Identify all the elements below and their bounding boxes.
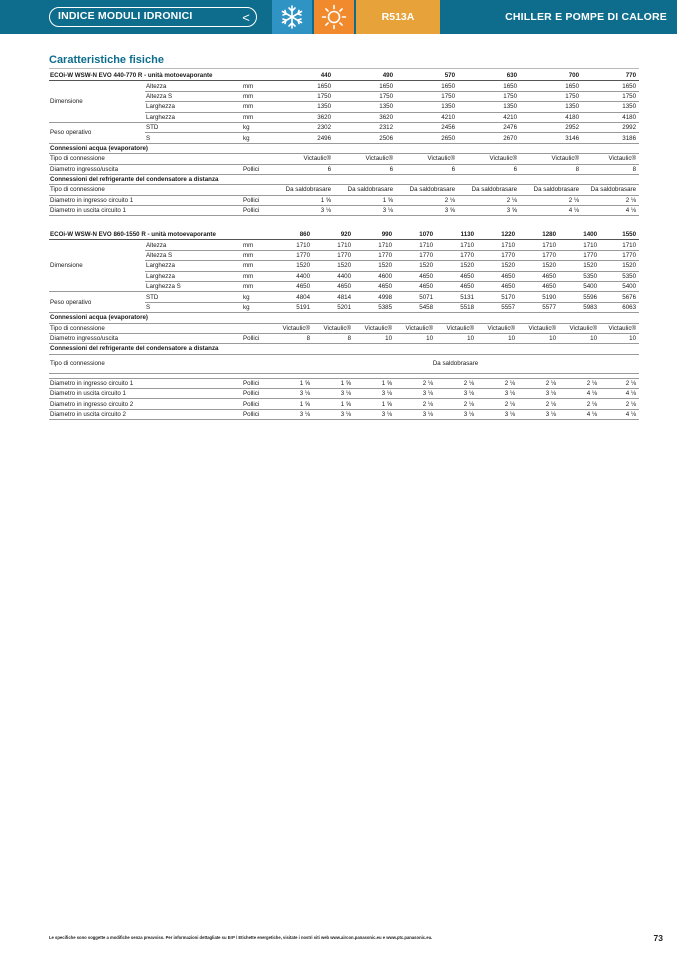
snowflake-icon (272, 0, 312, 34)
cell-value: 1710 (559, 240, 600, 250)
cell-value: 6 (396, 164, 458, 174)
row-label: Diametro ingresso/uscita (49, 164, 242, 174)
cell-value: 2 ⅛ (559, 378, 600, 388)
cell-value: 1520 (436, 261, 477, 271)
cell-value: 5201 (313, 302, 354, 312)
cell-value: 3 ⅛ (272, 206, 334, 216)
row-unit: mm (242, 281, 272, 291)
row-label: Tipo di connessione (49, 354, 272, 373)
section-row (49, 174, 639, 184)
cell-value: Victaulic® (395, 323, 436, 333)
cell-value: 4650 (395, 271, 436, 281)
cell-value: 4650 (436, 271, 477, 281)
cell-value: 3 ⅛ (313, 389, 354, 399)
cell-value: 5400 (600, 281, 639, 291)
cell-value: Victaulic® (518, 323, 559, 333)
title-divider (49, 68, 639, 69)
table-row (49, 154, 639, 164)
row-unit: mm (242, 81, 272, 91)
cell-value: 4 ⅛ (600, 409, 639, 419)
cell-value: 3 ⅛ (477, 409, 518, 419)
cell-value: 2 ⅛ (582, 195, 639, 205)
cell-value: 3 ⅛ (354, 409, 395, 419)
table-row (49, 378, 639, 388)
cell-value: 4 ⅛ (582, 206, 639, 216)
row-unit: kg (242, 122, 272, 132)
cell-value: 2952 (520, 122, 582, 132)
cell-value: 3146 (520, 133, 582, 143)
cell-value: Victaulic® (354, 323, 395, 333)
cell-value: 1770 (354, 250, 395, 260)
section-label: Connessioni del refrigerante del condensatore a distanza (49, 174, 639, 184)
cell-value: Da saldobrasare (582, 185, 639, 195)
cell-value: 2670 (458, 133, 520, 143)
row-label: Altezza S (145, 91, 242, 101)
table-row (49, 122, 639, 132)
column-header: 1070 (395, 230, 436, 240)
cell-value: 2 ⅛ (458, 195, 520, 205)
row-unit: mm (242, 261, 272, 271)
cell-value: 1 ⅝ (272, 195, 334, 205)
model-title: ECOi-W WSW-N EVO 440-770 R - unità motoevaporante (49, 71, 272, 81)
row-unit: Pollici (242, 378, 272, 388)
column-header: 490 (334, 71, 396, 81)
cell-value: 1770 (477, 250, 518, 260)
cell-value: 4210 (396, 112, 458, 122)
column-header: 990 (354, 230, 395, 240)
section-title: CHILLER E POMPE DI CALORE (505, 11, 667, 23)
cell-value: 5596 (559, 292, 600, 302)
cell-value: Victaulic® (477, 323, 518, 333)
cell-value: 4400 (272, 271, 313, 281)
group-label: Peso operativo (49, 292, 145, 313)
row-label: Tipo di connessione (49, 185, 242, 195)
row-unit: Pollici (242, 206, 272, 216)
row-unit: mm (242, 240, 272, 250)
table-row (49, 206, 639, 216)
cell-value: 5350 (600, 271, 639, 281)
cell-value: 4600 (354, 271, 395, 281)
group-label: Dimensione (49, 240, 145, 292)
cell-value: 2 ⅛ (436, 399, 477, 409)
row-unit (242, 185, 272, 195)
cell-value: 1520 (313, 261, 354, 271)
cell-value: 2 ⅛ (600, 399, 639, 409)
cell-value: Victaulic® (600, 323, 639, 333)
cell-value: Da saldobrasare (272, 354, 639, 373)
table-row (49, 81, 639, 91)
row-label: STD (145, 122, 242, 132)
row-unit: mm (242, 271, 272, 281)
cell-value: 1750 (458, 91, 520, 101)
cell-value: 1520 (477, 261, 518, 271)
cell-value: 1 ⅝ (354, 399, 395, 409)
sun-icon (314, 0, 354, 34)
row-label: Diametro in uscita circuito 2 (49, 409, 242, 419)
cell-value: 2 ⅛ (477, 378, 518, 388)
row-unit: Pollici (242, 164, 272, 174)
cell-value: 2 ⅛ (518, 399, 559, 409)
cell-value: 2 ⅛ (518, 378, 559, 388)
cell-value: Victaulic® (313, 323, 354, 333)
column-header: 1280 (518, 230, 559, 240)
cell-value: 5131 (436, 292, 477, 302)
cell-value: 4650 (518, 281, 559, 291)
page-number: 73 (653, 933, 663, 943)
cell-value: 1750 (396, 91, 458, 101)
cell-value: 3 ⅛ (272, 409, 313, 419)
cell-value: 1750 (334, 91, 396, 101)
cell-value: 1520 (518, 261, 559, 271)
section-label: Connessioni acqua (evaporatore) (49, 143, 639, 153)
cell-value: 10 (559, 333, 600, 343)
cell-value: 1770 (313, 250, 354, 260)
cell-value: 2992 (582, 122, 639, 132)
row-label: Larghezza (145, 112, 242, 122)
cell-value: 1650 (458, 81, 520, 91)
cell-value: 10 (518, 333, 559, 343)
cell-value: 1650 (396, 81, 458, 91)
cell-value: 1350 (458, 102, 520, 112)
cell-value: Victaulic® (334, 154, 396, 164)
row-label: Larghezza S (145, 281, 242, 291)
cell-value: 1710 (313, 240, 354, 250)
cell-value: 3 ⅛ (518, 389, 559, 399)
cell-value: 1650 (582, 81, 639, 91)
cell-value: 5458 (395, 302, 436, 312)
cell-value: 1520 (354, 261, 395, 271)
table-row (49, 195, 639, 205)
cell-value: 4 ⅛ (520, 206, 582, 216)
cell-value: 1 ⅝ (313, 378, 354, 388)
footer-note: Le specifiche sono soggette a modifiche senza preavviso. Per informazioni dettagliate su ErP / Etichette energetiche, visitate i nostri siti web www.aircon.panasonic.eu e www.ptc.panasonic.eu. (49, 935, 433, 940)
cell-value: 4180 (582, 112, 639, 122)
cell-value: 3 ⅛ (395, 409, 436, 419)
row-label: Diametro in ingresso circuito 1 (49, 378, 242, 388)
column-header: 440 (272, 71, 334, 81)
cell-value: Da saldobrasare (334, 185, 396, 195)
refrigerant-badge: R513A (356, 0, 440, 34)
row-unit (242, 323, 272, 333)
cell-value: Victaulic® (458, 154, 520, 164)
cell-value: Victaulic® (582, 154, 639, 164)
row-unit: Pollici (242, 333, 272, 343)
cell-value: Da saldobrasare (272, 185, 334, 195)
column-header: 860 (272, 230, 313, 240)
cell-value: 3 ⅛ (436, 389, 477, 399)
cell-value: 2 ⅛ (396, 195, 458, 205)
cell-value: 5983 (559, 302, 600, 312)
table-row (49, 399, 639, 409)
row-unit: kg (242, 292, 272, 302)
cell-value: 1710 (600, 240, 639, 250)
row-label: Larghezza (145, 261, 242, 271)
row-label: Diametro ingresso/uscita (49, 333, 242, 343)
cell-value: 4814 (313, 292, 354, 302)
cell-value: 1750 (272, 91, 334, 101)
row-label: Altezza S (145, 250, 242, 260)
index-button[interactable] (49, 7, 257, 27)
cell-value: 2650 (396, 133, 458, 143)
table-row (49, 409, 639, 419)
cell-value: 5170 (477, 292, 518, 302)
cell-value: 1770 (272, 250, 313, 260)
cell-value: 5557 (477, 302, 518, 312)
column-header: 920 (313, 230, 354, 240)
cell-value: 2302 (272, 122, 334, 132)
cell-value: 5190 (518, 292, 559, 302)
cell-value: 1 ⅝ (354, 378, 395, 388)
cell-value: 8 (520, 164, 582, 174)
cell-value: 4400 (313, 271, 354, 281)
cell-value: 2312 (334, 122, 396, 132)
section-row (49, 344, 639, 354)
index-button-label: INDICE MODULI IDRONICI (58, 10, 193, 22)
cell-value: 1750 (520, 91, 582, 101)
cell-value: Victaulic® (520, 154, 582, 164)
spec-table-440-770 (49, 71, 639, 216)
cell-value: 10 (436, 333, 477, 343)
cell-value: 3 ⅛ (395, 389, 436, 399)
cell-value: 1770 (395, 250, 436, 260)
cell-value: Victaulic® (396, 154, 458, 164)
cell-value: 1710 (395, 240, 436, 250)
cell-value: 3 ⅛ (334, 206, 396, 216)
cell-value: 1770 (600, 250, 639, 260)
cell-value: 5071 (395, 292, 436, 302)
cell-value: 2476 (458, 122, 520, 132)
column-header: 1400 (559, 230, 600, 240)
cell-value: Da saldobrasare (458, 185, 520, 195)
cell-value: 3 ⅛ (477, 389, 518, 399)
cell-value: 4650 (272, 281, 313, 291)
cell-value: 4650 (313, 281, 354, 291)
row-label: Diametro in ingresso circuito 2 (49, 399, 242, 409)
cell-value: 1350 (396, 102, 458, 112)
cell-value: 3 ⅝ (396, 206, 458, 216)
cell-value: Victaulic® (559, 323, 600, 333)
cell-value: 5518 (436, 302, 477, 312)
cell-value: 4650 (477, 271, 518, 281)
spec-table-860-1550 (49, 230, 639, 420)
column-header: 770 (582, 71, 639, 81)
column-header: 1220 (477, 230, 518, 240)
table-row (49, 333, 639, 343)
cell-value: 1 ⅝ (334, 195, 396, 205)
cell-value: 1770 (559, 250, 600, 260)
cell-value: 2 ⅛ (436, 378, 477, 388)
cell-value: Victaulic® (272, 323, 313, 333)
cell-value: 8 (582, 164, 639, 174)
row-unit: Pollici (242, 389, 272, 399)
table-row (49, 292, 639, 302)
row-label: Altezza (145, 81, 242, 91)
cell-value: 1520 (559, 261, 600, 271)
cell-value: Victaulic® (272, 154, 334, 164)
cell-value: 1350 (520, 102, 582, 112)
cell-value: 1650 (520, 81, 582, 91)
cell-value: 2 ⅛ (600, 378, 639, 388)
row-label: S (145, 133, 242, 143)
table-row (49, 354, 639, 373)
cell-value: 3 ⅛ (354, 389, 395, 399)
cell-value: 4 ⅛ (559, 389, 600, 399)
cell-value: 1770 (518, 250, 559, 260)
cell-value: 5191 (272, 302, 313, 312)
chevron-left-icon: < (242, 10, 250, 25)
cell-value: 4998 (354, 292, 395, 302)
cell-value: Da saldobrasare (520, 185, 582, 195)
row-label: Diametro in uscita circuito 1 (49, 206, 242, 216)
cell-value: 1710 (518, 240, 559, 250)
cell-value: 4650 (395, 281, 436, 291)
cell-value: 5350 (559, 271, 600, 281)
cell-value: 3 ⅛ (272, 389, 313, 399)
cell-value: 4650 (436, 281, 477, 291)
row-unit: mm (242, 102, 272, 112)
cell-value: 5385 (354, 302, 395, 312)
cell-value: 6 (458, 164, 520, 174)
cell-value: 2 ⅛ (477, 399, 518, 409)
model-title: ECOi-W WSW-N EVO 860-1550 R - unità motoevaporante (49, 230, 272, 240)
row-unit: mm (242, 112, 272, 122)
cell-value: 5400 (559, 281, 600, 291)
table-row (49, 323, 639, 333)
section-label: Connessioni del refrigerante del condensatore a distanza (49, 344, 639, 354)
cell-value: 1520 (272, 261, 313, 271)
cell-value: 4 ⅛ (600, 389, 639, 399)
cell-value: 4650 (518, 271, 559, 281)
cell-value: 8 (272, 333, 313, 343)
cell-value: 3 ⅛ (313, 409, 354, 419)
group-label: Dimensione (49, 81, 145, 123)
row-label: Diametro in ingresso circuito 1 (49, 195, 242, 205)
cell-value: 1 ⅝ (313, 399, 354, 409)
cell-value: 1350 (582, 102, 639, 112)
header-bar (0, 0, 677, 34)
row-label: Diametro in uscita circuito 1 (49, 389, 242, 399)
cell-value: 2 ⅛ (520, 195, 582, 205)
row-label: STD (145, 292, 242, 302)
row-unit: kg (242, 302, 272, 312)
cell-value: 3620 (272, 112, 334, 122)
cell-value: 3 ⅛ (436, 409, 477, 419)
cell-value: 6 (334, 164, 396, 174)
column-header: 700 (520, 71, 582, 81)
cell-value: 4804 (272, 292, 313, 302)
cell-value: 1520 (600, 261, 639, 271)
table-row (49, 185, 639, 195)
section-row (49, 313, 639, 323)
table-header-row (49, 230, 639, 240)
cell-value: 6063 (600, 302, 639, 312)
cell-value: 2496 (272, 133, 334, 143)
cell-value: 1350 (334, 102, 396, 112)
page-title: Caratteristiche fisiche (49, 54, 164, 66)
cell-value: 3 ⅝ (458, 206, 520, 216)
table-header-row (49, 71, 639, 81)
column-header: 1130 (436, 230, 477, 240)
cell-value: 2 ⅛ (395, 378, 436, 388)
cell-value: 1770 (436, 250, 477, 260)
cell-value: 1710 (436, 240, 477, 250)
cell-value: 1650 (334, 81, 396, 91)
column-header: 570 (396, 71, 458, 81)
row-label: Larghezza (145, 102, 242, 112)
cell-value: 1 ⅝ (272, 378, 313, 388)
cell-value: 4 ⅛ (559, 409, 600, 419)
cell-value: Da saldobrasare (396, 185, 458, 195)
group-label: Peso operativo (49, 122, 145, 143)
row-unit: Pollici (242, 195, 272, 205)
cell-value: 5577 (518, 302, 559, 312)
cell-value: 2 ⅛ (395, 399, 436, 409)
cell-value: 4210 (458, 112, 520, 122)
cell-value: 4650 (354, 281, 395, 291)
cell-value: 10 (354, 333, 395, 343)
cell-value: 1750 (582, 91, 639, 101)
cell-value: 10 (395, 333, 436, 343)
row-label: Altezza (145, 240, 242, 250)
cell-value: 2 ⅛ (559, 399, 600, 409)
row-unit: Pollici (242, 409, 272, 419)
row-unit: Pollici (242, 399, 272, 409)
cell-value: 10 (477, 333, 518, 343)
table-row (49, 164, 639, 174)
row-unit (242, 154, 272, 164)
section-row (49, 143, 639, 153)
cell-value: 1520 (395, 261, 436, 271)
cell-value: 1710 (477, 240, 518, 250)
cell-value: 2456 (396, 122, 458, 132)
cell-value: 1650 (272, 81, 334, 91)
cell-value: 3186 (582, 133, 639, 143)
cell-value: 4180 (520, 112, 582, 122)
row-unit: mm (242, 250, 272, 260)
cell-value: Victaulic® (436, 323, 477, 333)
cell-value: 6 (272, 164, 334, 174)
row-label: Tipo di connessione (49, 323, 242, 333)
row-unit: mm (242, 91, 272, 101)
cell-value: 1 ⅝ (272, 399, 313, 409)
cell-value: 5676 (600, 292, 639, 302)
cell-value: 2506 (334, 133, 396, 143)
row-label: Tipo di connessione (49, 154, 242, 164)
cell-value: 1350 (272, 102, 334, 112)
cell-value: 1710 (354, 240, 395, 250)
cell-value: 10 (600, 333, 639, 343)
cell-value: 3 ⅛ (518, 409, 559, 419)
row-label: S (145, 302, 242, 312)
section-label: Connessioni acqua (evaporatore) (49, 313, 639, 323)
column-header: 1550 (600, 230, 639, 240)
cell-value: 8 (313, 333, 354, 343)
row-label: Larghezza (145, 271, 242, 281)
cell-value: 4650 (477, 281, 518, 291)
column-header: 630 (458, 71, 520, 81)
table-row (49, 240, 639, 250)
row-unit: kg (242, 133, 272, 143)
cell-value: 1710 (272, 240, 313, 250)
cell-value: 3620 (334, 112, 396, 122)
table-row (49, 389, 639, 399)
